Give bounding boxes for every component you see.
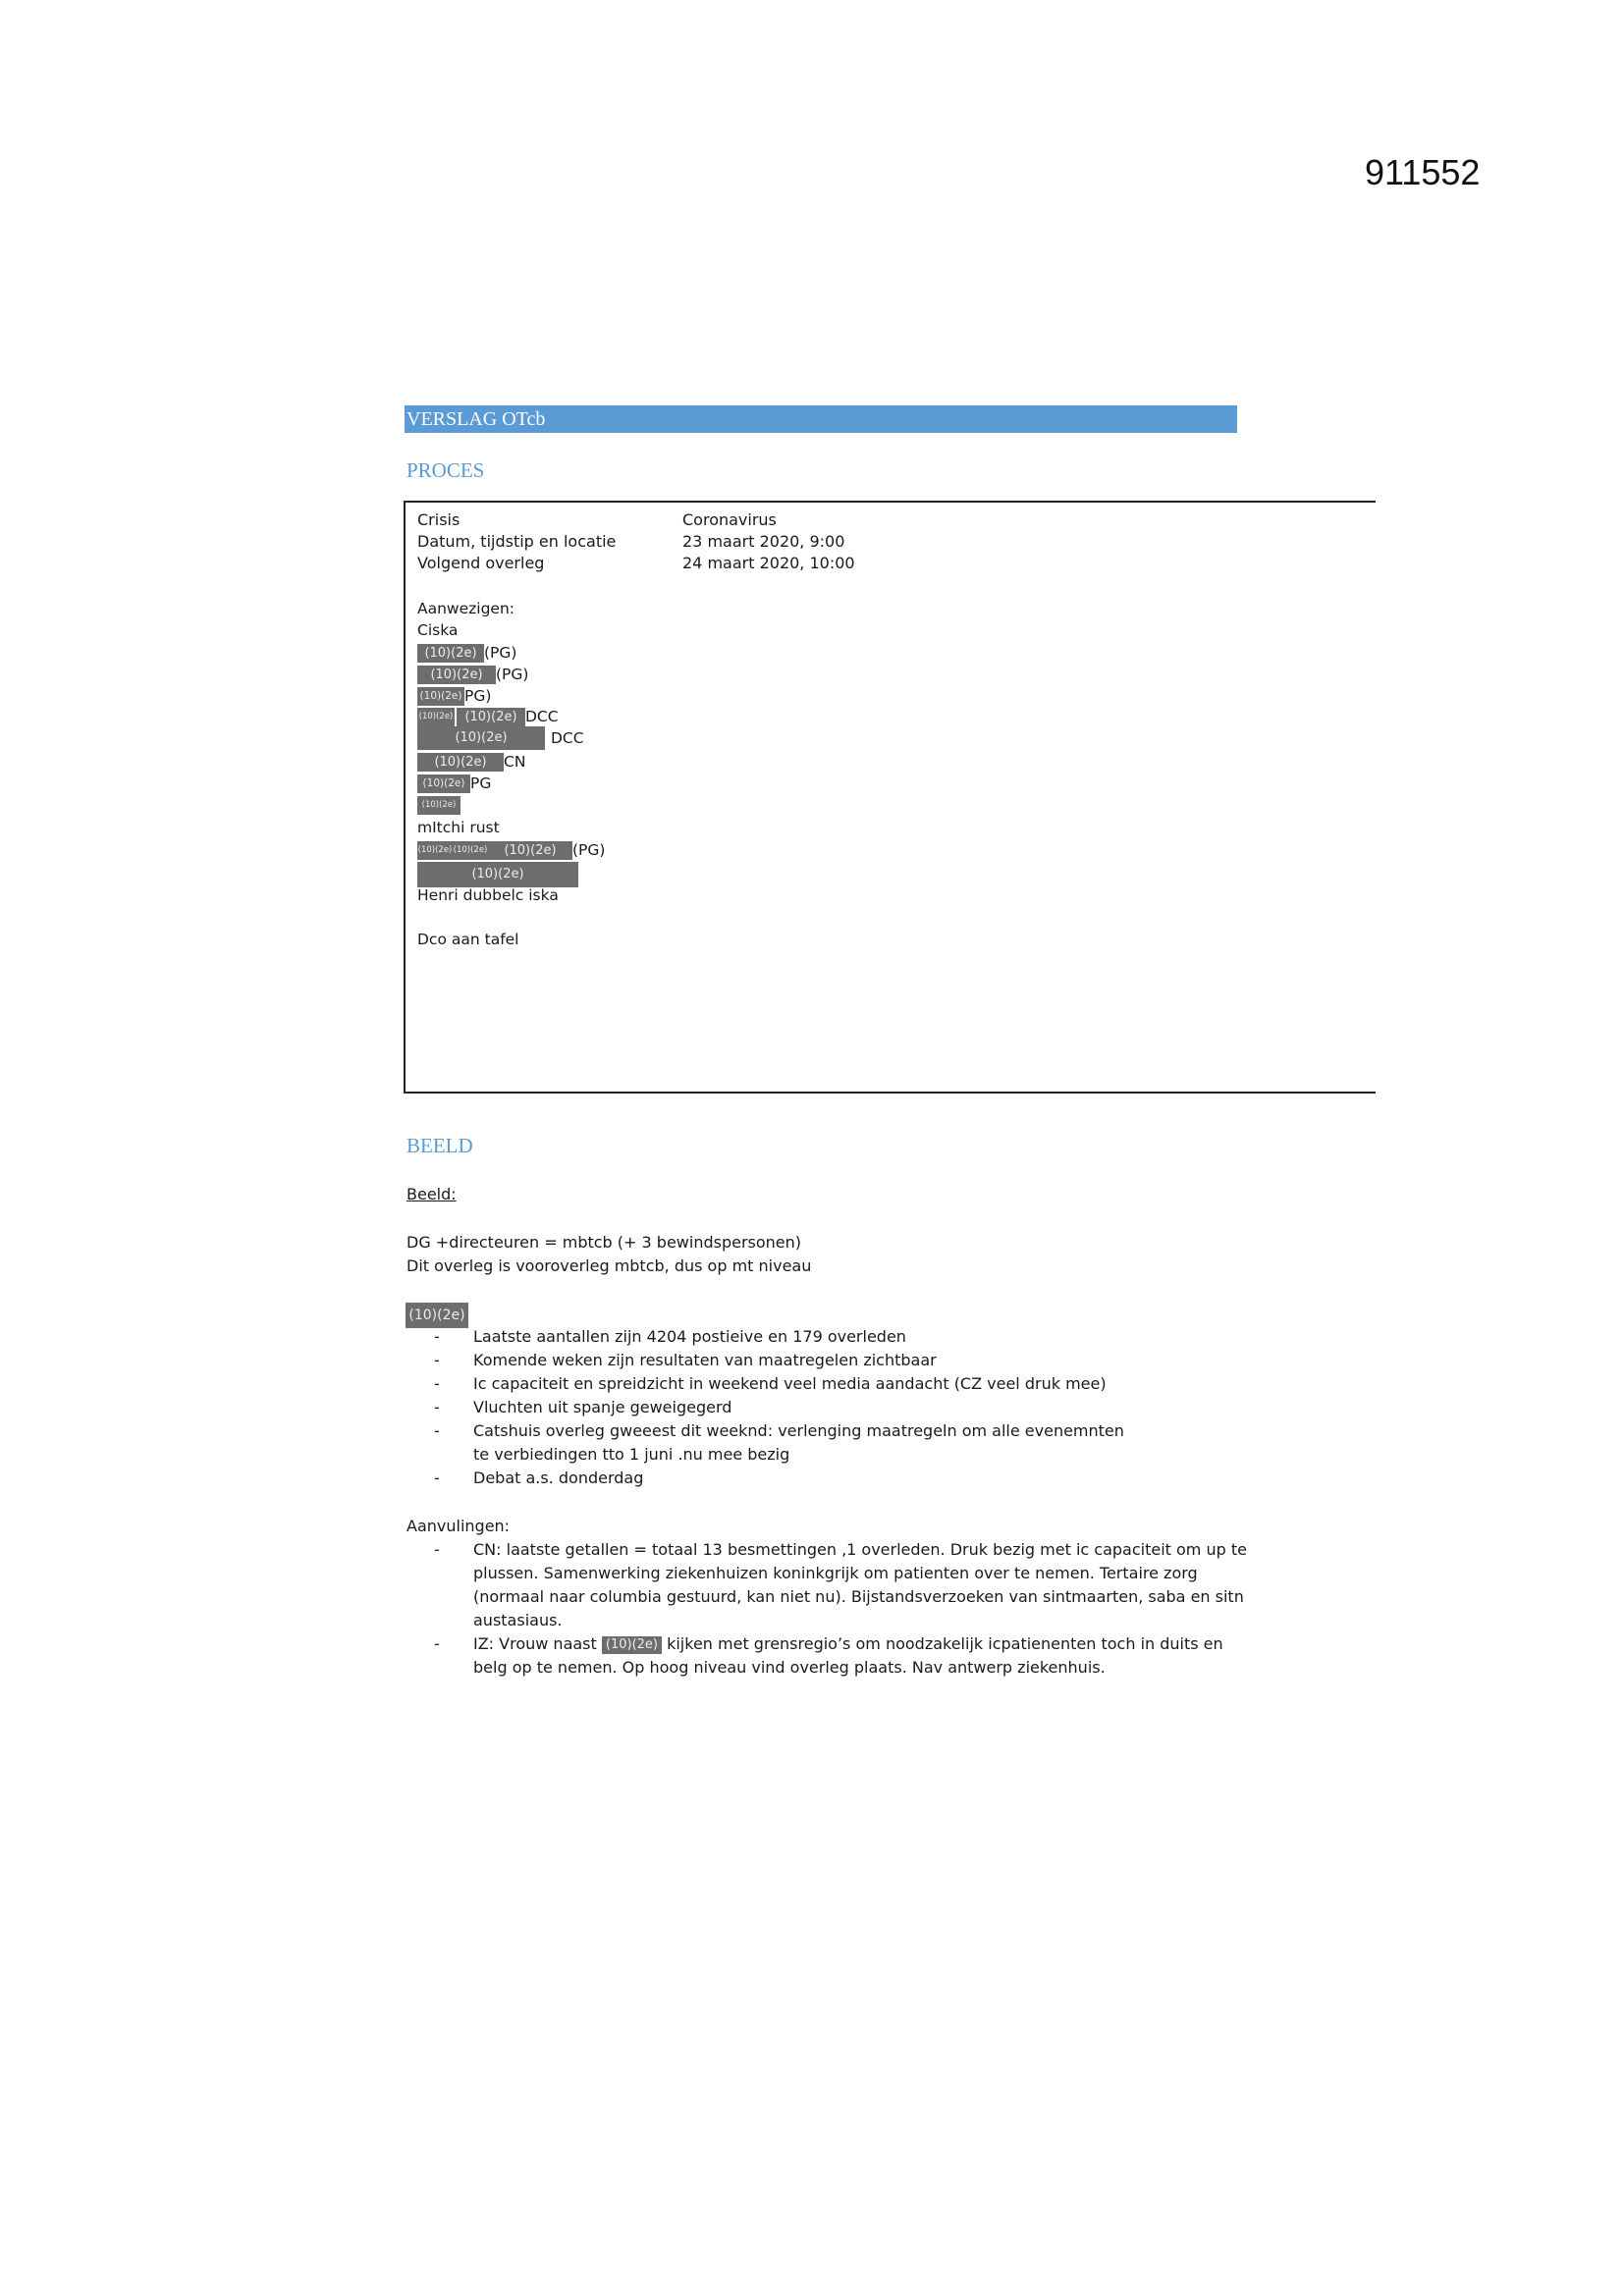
redaction-block: (10)(2e) <box>417 726 545 750</box>
bullet-text: Komende weken zijn resultaten van maatregelen zichtbaar <box>473 1351 937 1369</box>
attendee-ciska: Ciska <box>417 621 459 639</box>
bullet-dash: - <box>434 1634 440 1653</box>
attendee-line <box>417 685 491 707</box>
bullet-text: Debat a.s. donderdag <box>473 1468 644 1487</box>
bullet-dash: - <box>434 1398 440 1416</box>
proces-heading: PROCES <box>406 458 485 482</box>
info-value: Coronavirus <box>682 510 777 529</box>
attendee-line <box>417 794 460 816</box>
attendee-line <box>417 664 528 685</box>
redaction-block: (10)(2e) <box>417 644 484 663</box>
info-label: Crisis <box>417 510 460 529</box>
attendee-line <box>417 773 491 794</box>
list-item <box>434 1467 1239 1490</box>
info-value: 23 maart 2020, 9:00 <box>682 532 845 551</box>
info-row-datum <box>417 531 844 553</box>
speaker-redaction: (10)(2e) <box>406 1303 468 1328</box>
list-item <box>434 1419 1141 1467</box>
attendee-role: (PG) <box>496 666 529 683</box>
redaction-block: (10)(2e) <box>417 841 453 860</box>
attendee-role: PG <box>470 774 492 792</box>
list-item <box>434 1325 1239 1349</box>
bullet-text: Catshuis overleg gweeest dit weeknd: verlenging maatregeln om alle evenemnten te verbiedingen tto 1 juni .nu mee bezig <box>473 1421 1124 1464</box>
attendee-role: (PG) <box>484 644 517 662</box>
info-label: Volgend overleg <box>417 554 545 572</box>
list-item <box>434 1372 1239 1396</box>
beeld-subheading: Beeld: <box>406 1185 457 1203</box>
attendee-line <box>417 839 605 861</box>
attendee-line <box>417 706 559 727</box>
redaction-block: (10)(2e) <box>417 862 578 887</box>
info-row-volgend <box>417 553 855 574</box>
proces-box <box>404 501 1376 1094</box>
info-label: Datum, tijdstip en locatie <box>417 532 617 551</box>
attendee-role: DCC <box>551 729 584 747</box>
info-row-crisis <box>417 509 777 531</box>
aanvullingen-label: Aanvulingen: <box>406 1517 511 1535</box>
intro-line: DG +directeuren = mbtcb (+ 3 bewindspersonen) <box>406 1233 802 1252</box>
list-item <box>434 1349 1239 1372</box>
attendee-role: (PG) <box>572 841 606 859</box>
list-item <box>434 1538 1249 1632</box>
bullet-dash: - <box>434 1351 440 1369</box>
list-item <box>434 1396 1239 1419</box>
bullet-dash: - <box>434 1540 440 1559</box>
attendee-line <box>551 727 584 749</box>
attendee-henri: Henri dubbelc iska <box>417 886 559 904</box>
intro-line: Dit overleg is vooroverleg mbtcb, dus op mt niveau <box>406 1256 812 1275</box>
bullet-dash: - <box>434 1327 440 1346</box>
iz-text-after: kijken met grensregio’s om noodzakelijk icpatienenten toch in duits en belg op te nemen. Op hoog niveau vind overleg plaats. Nav antwerp ziekenhuis. <box>473 1634 1223 1677</box>
attendees-label: Aanwezigen: <box>417 600 515 617</box>
redaction-block: (10)(2e) <box>417 753 504 772</box>
redaction-block: (10)(2e) <box>488 841 572 860</box>
redaction-block: (10)(2e) <box>417 687 464 706</box>
list-item <box>434 1632 1249 1680</box>
redaction-block: (10)(2e) <box>417 796 460 815</box>
bullet-text <box>473 1632 1249 1680</box>
attendee-line <box>417 642 516 664</box>
redaction-block: (10)(2e) <box>457 708 525 726</box>
redaction-block: (10)(2e) <box>602 1636 662 1654</box>
attendee-mitchi: mItchi rust <box>417 819 500 836</box>
beeld-heading: BEELD <box>406 1134 473 1157</box>
redaction-block: (10)(2e) <box>417 774 470 793</box>
bullet-dash: - <box>434 1468 440 1487</box>
report-title-bar: VERSLAG OTcb <box>405 405 1237 433</box>
bullet-dash: - <box>434 1421 440 1440</box>
bullet-text: Vluchten uit spanje geweigegerd <box>473 1398 732 1416</box>
bullet-text: CN: laatste getallen = totaal 13 besmettingen ,1 overleden. Druk bezig met ic capaciteit om up te plussen. Samenwerking ziekenhuizen koninkgrijk om patienten over te nemen. Tertaire zorg (normaal naar columbia gestuurd, kan niet nu). Bijstandsverzoeken van sintmaarten, saba en sitn austasiaus. <box>473 1540 1247 1629</box>
attendee-role: CN <box>504 753 526 771</box>
attendee-role: DCC <box>525 708 559 725</box>
document-number: 911552 <box>1365 152 1481 192</box>
bullet-dash: - <box>434 1374 440 1393</box>
iz-text-before: IZ: Vrouw naast <box>473 1634 597 1653</box>
bullet-text: Ic capaciteit en spreidzicht in weekend veel media aandacht (CZ veel druk mee) <box>473 1374 1107 1393</box>
attendee-role: PG) <box>464 687 492 705</box>
info-value: 24 maart 2020, 10:00 <box>682 554 855 572</box>
redaction-block: (10)(2e) <box>417 666 496 684</box>
redaction-block: (10)(2e) <box>417 708 455 726</box>
attendee-line <box>417 751 525 773</box>
redaction-block: (10)(2e) <box>453 841 488 860</box>
bullet-text: Laatste aantallen zijn 4204 postieive en 179 overleden <box>473 1327 906 1346</box>
dco-note: Dco aan tafel <box>417 931 519 948</box>
